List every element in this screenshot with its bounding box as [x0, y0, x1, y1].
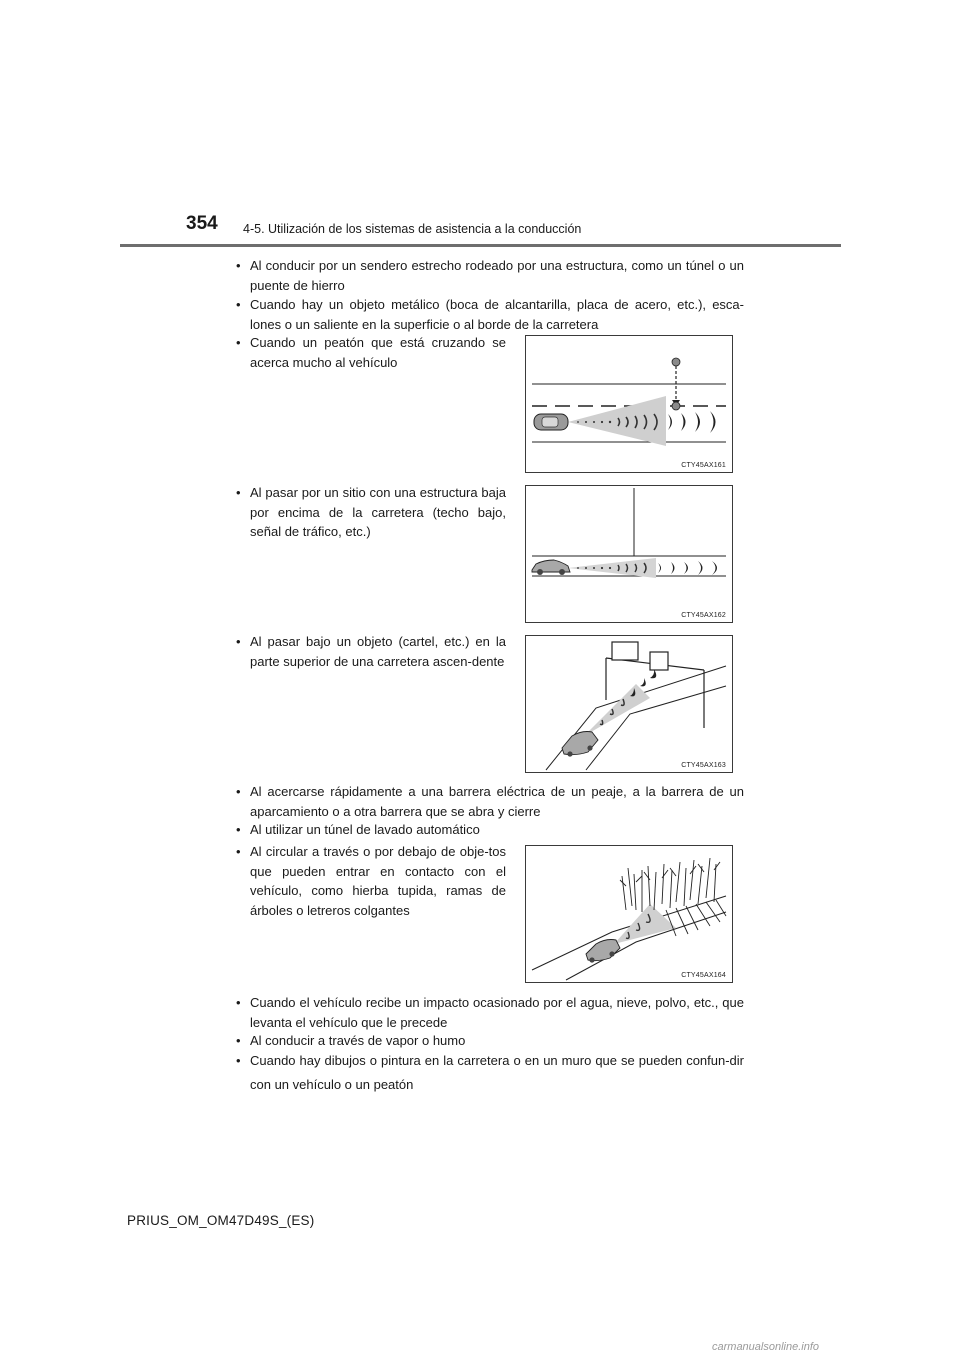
bullet-text: Al conducir a través de vapor o humo: [250, 1033, 466, 1048]
bullet-glyph: •: [236, 844, 241, 859]
watermark: carmanualsonline.info: [712, 1341, 820, 1353]
figure-code: CTY45AX164: [681, 972, 726, 979]
bullet-text: Cuando el vehículo recibe un impacto ocasionado por el agua, nieve, polvo, etc., que levanta el vehículo que le precede: [250, 995, 744, 1030]
list-item: [236, 1031, 744, 1051]
dense-grass-illustration: [526, 846, 732, 982]
bullet-glyph: •: [236, 335, 241, 350]
bullet-text: Al acercarse rápidamente a una barrera eléctrica de un peaje, a la barrera de un aparcamiento o a otra barrera que se abra y cierre: [250, 784, 744, 819]
bullet-text: Cuando hay un objeto metálico (boca de alcantarilla, placa de acero, etc.), esca-lones o un saliente en la superficie o al borde de la carretera: [250, 297, 744, 332]
uphill-sign-illustration: [526, 636, 732, 772]
bullet-glyph: •: [236, 1053, 241, 1068]
list-item: [236, 256, 744, 295]
bullet-glyph: •: [236, 995, 241, 1010]
bullet-glyph: •: [236, 1033, 241, 1048]
bullet-glyph: •: [236, 297, 241, 312]
figure-pedestrian-crossing: [525, 335, 733, 473]
figure-uphill-sign: [525, 635, 733, 773]
page-number: 354: [186, 213, 218, 234]
bullet-glyph: •: [236, 822, 241, 837]
list-item: [236, 842, 506, 920]
list-item: [236, 820, 744, 840]
document-code: PRIUS_OM_OM47D49S_(ES): [127, 1213, 315, 1228]
figure-code: CTY45AX162: [681, 612, 726, 619]
bullet-text: Al utilizar un túnel de lavado automático: [250, 822, 480, 837]
figure-code: CTY45AX163: [681, 762, 726, 769]
list-item: [236, 993, 744, 1032]
list-item: [236, 632, 506, 671]
figure-code: CTY45AX161: [681, 462, 726, 469]
figure-dense-grass: [525, 845, 733, 983]
bullet-text: Cuando un peatón que está cruzando se acerca mucho al vehículo: [250, 335, 506, 370]
figure-low-structure: [525, 485, 733, 623]
pedestrian-crossing-illustration: [526, 336, 732, 472]
bullet-text: Al pasar bajo un objeto (cartel, etc.) en la parte superior de una carretera ascen-dente: [250, 634, 506, 669]
header-rule: [120, 244, 841, 247]
bullet-text: Al pasar por un sitio con una estructura baja por encima de la carretera (techo bajo, señal de tráfico, etc.): [250, 485, 506, 539]
list-item: [236, 782, 744, 821]
list-item: [236, 333, 506, 372]
low-structure-illustration: [526, 486, 732, 622]
bullet-text: Al conducir por un sendero estrecho rodeado por una estructura, como un túnel o un puente de hierro: [250, 258, 744, 293]
list-item: [236, 295, 744, 334]
list-item: [236, 483, 506, 542]
bullet-glyph: •: [236, 258, 241, 273]
bullet-text: Al circular a través o por debajo de obje-tos que pueden entrar en contacto con el vehículo, como hierba tupida, ramas de árboles o letreros colgantes: [250, 844, 506, 918]
bullet-text: Cuando hay dibujos o pintura en la carretera o en un muro que se pueden confun-dir con un vehículo o un peatón: [250, 1053, 744, 1092]
section-title: 4-5. Utilización de los sistemas de asistencia a la conducción: [243, 222, 582, 236]
bullet-glyph: •: [236, 634, 241, 649]
bullet-glyph: •: [236, 485, 241, 500]
bullet-glyph: •: [236, 784, 241, 799]
list-item: [236, 1049, 744, 1097]
